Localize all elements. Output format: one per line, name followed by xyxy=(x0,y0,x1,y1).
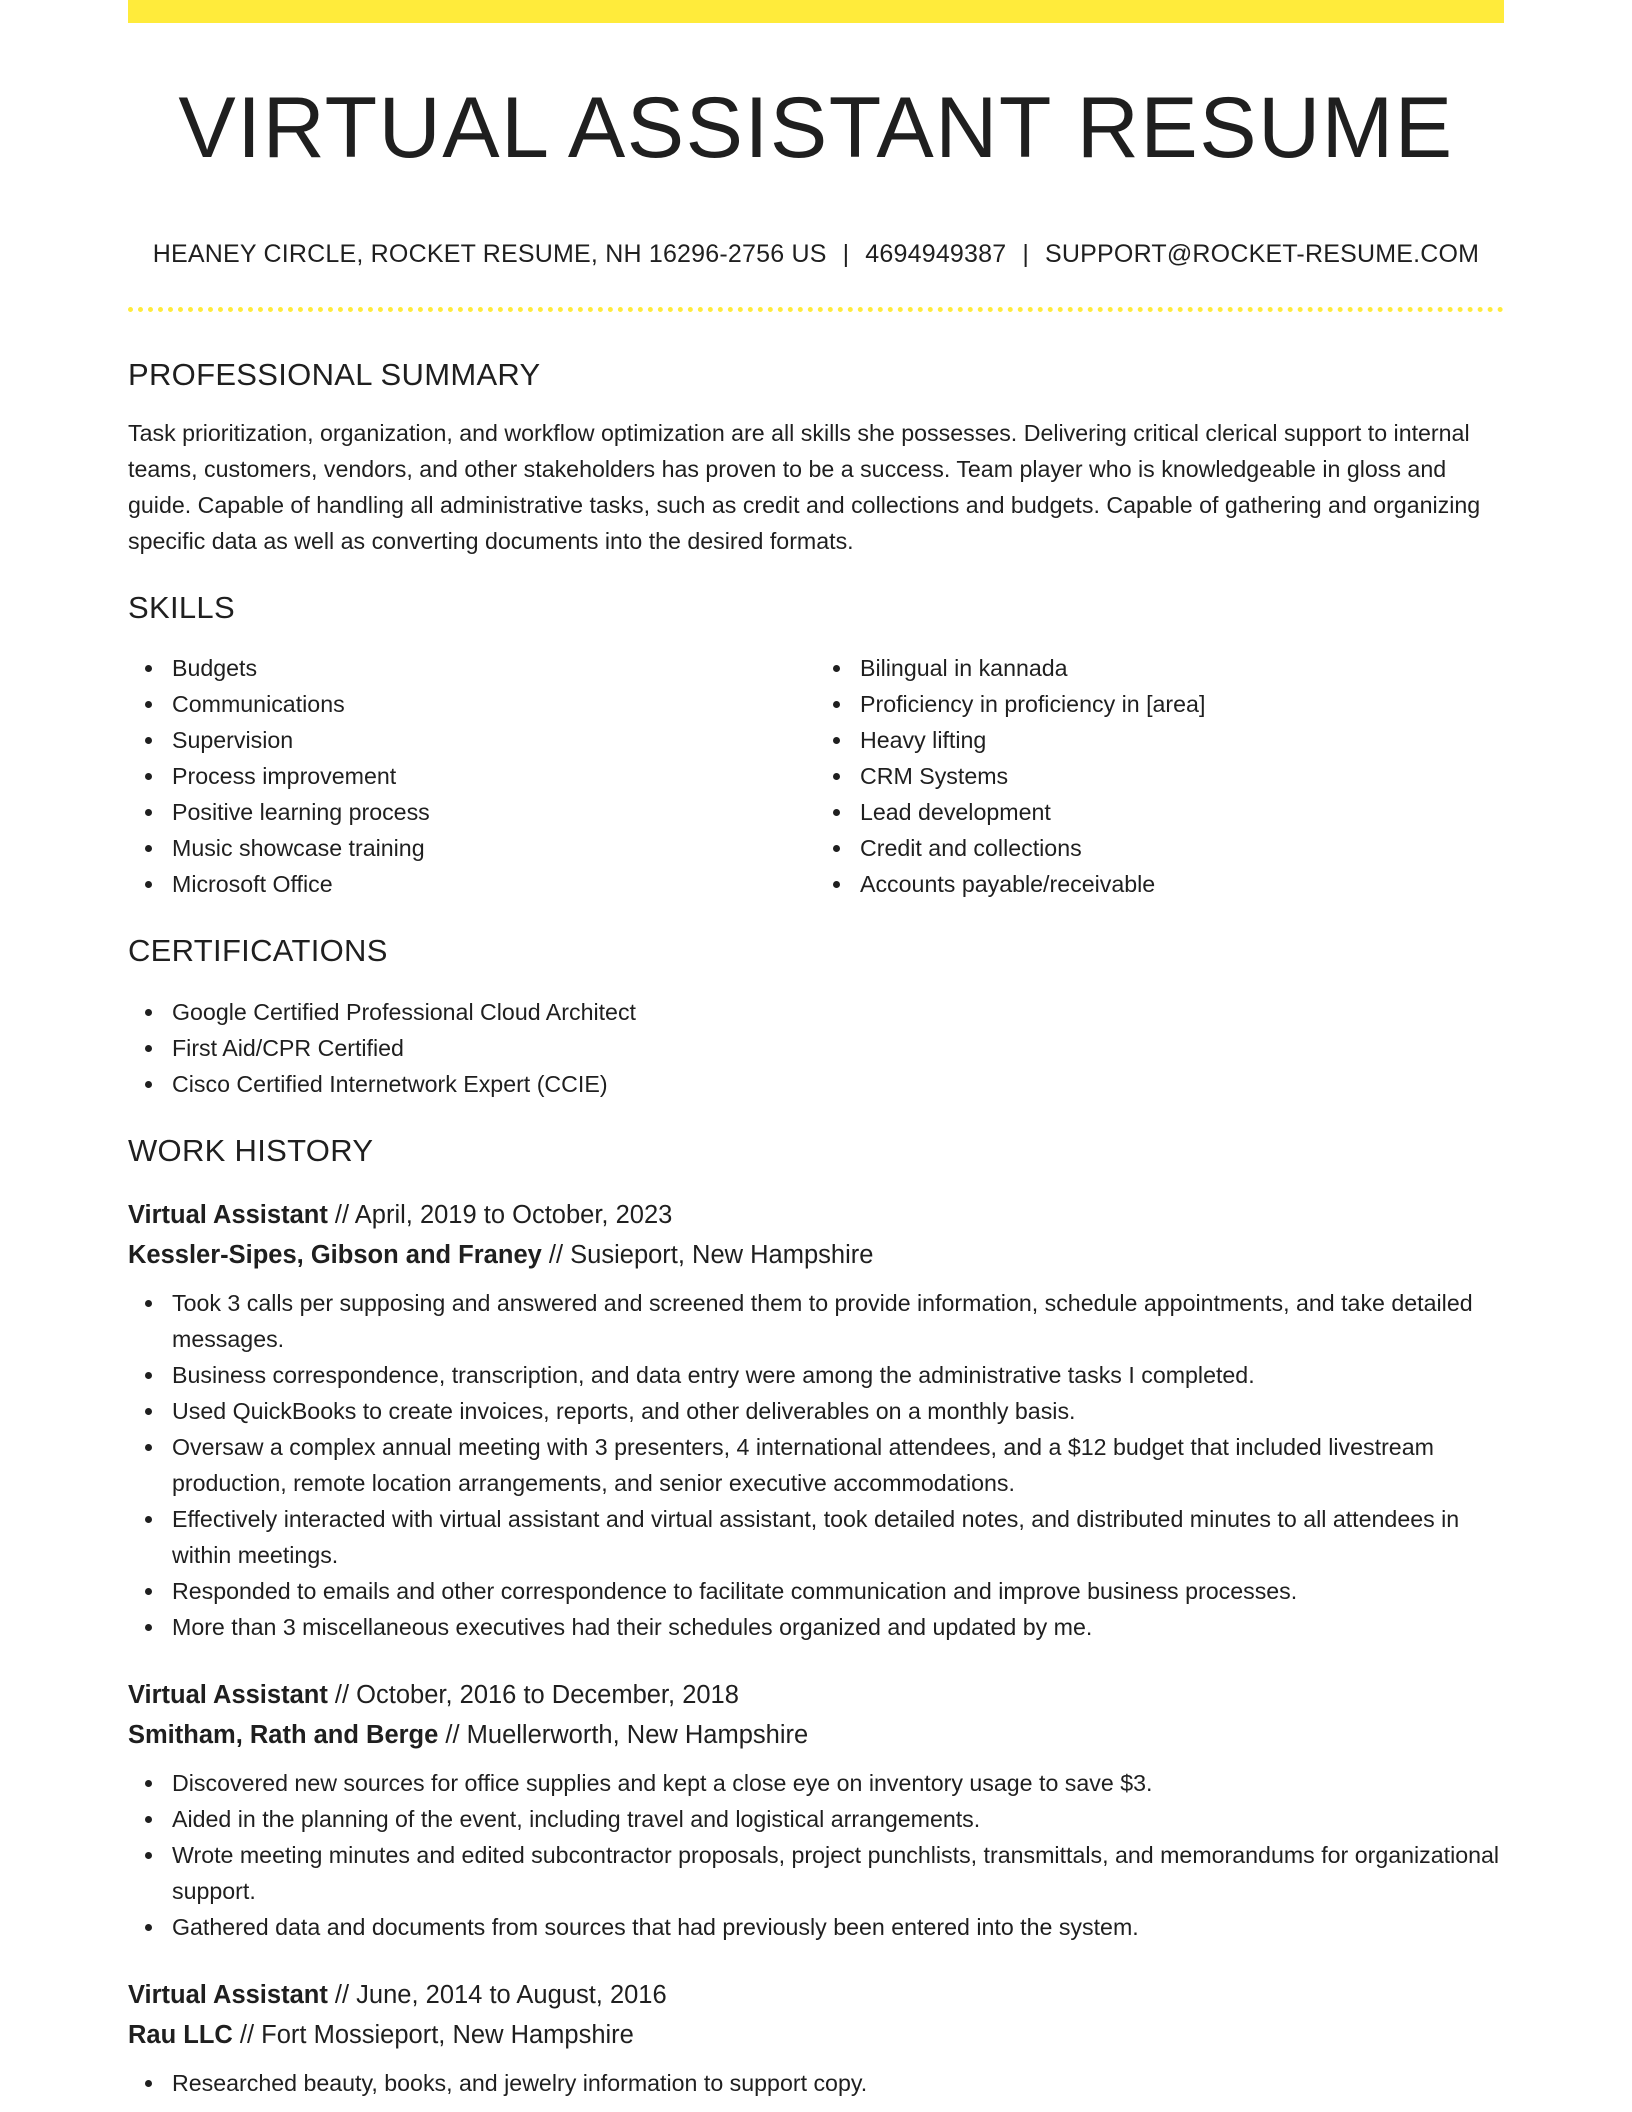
job-dates: // April, 2019 to October, 2023 xyxy=(327,1200,673,1229)
skills-heading: SKILLS xyxy=(128,590,235,626)
skills-column-left xyxy=(128,650,816,902)
skill-item: Lead development xyxy=(816,794,1504,830)
job-dates: // June, 2014 to August, 2016 xyxy=(327,1980,667,2009)
skill-item: Positive learning process xyxy=(128,794,816,830)
job-duty-item: Oversaw a complex annual meeting with 3 presenters, 4 international attendees, and a $12 budget that included livestream production, remote location arrangements, and senior executive accommodations. xyxy=(128,1429,1504,1501)
job-duty-item: Took 3 calls per supposing and answered and screened them to provide information, schedule appointments, and take detailed messages. xyxy=(128,1285,1504,1357)
job-role-line xyxy=(128,1675,1504,1715)
job-duty-item: Business correspondence, transcription, and data entry were among the administrative tasks I completed. xyxy=(128,1357,1504,1393)
contact-separator: | xyxy=(842,240,850,268)
skill-item: Bilingual in kannada xyxy=(816,650,1504,686)
skill-item: Music showcase training xyxy=(128,830,816,866)
job-duty-item: Responded to emails and other correspondence to facilitate communication and improve business processes. xyxy=(128,1573,1504,1609)
contact-separator: | xyxy=(1022,240,1030,268)
job-duty-item: Used QuickBooks to create invoices, reports, and other deliverables on a monthly basis. xyxy=(128,1393,1504,1429)
skill-item: Heavy lifting xyxy=(816,722,1504,758)
job-duty-item: Effectively interacted with virtual assistant and virtual assistant, took detailed notes, and distributed minutes to all attendees in within meetings. xyxy=(128,1501,1504,1573)
job-duty-item: Discovered new sources for office supplies and kept a close eye on inventory usage to save $3. xyxy=(128,1765,1504,1801)
job-role-line xyxy=(128,1195,1504,1235)
skill-item: Credit and collections xyxy=(816,830,1504,866)
contact-address: HEANEY CIRCLE, ROCKET RESUME, NH 16296-2756 US xyxy=(152,240,827,268)
job-company: Smitham, Rath and Berge xyxy=(128,1720,439,1749)
resume-page xyxy=(128,0,1504,2101)
job-company-line xyxy=(128,2015,1504,2055)
dotted-divider xyxy=(128,307,1504,312)
skill-item: Supervision xyxy=(128,722,816,758)
skill-item: Process improvement xyxy=(128,758,816,794)
job-dates: // October, 2016 to December, 2018 xyxy=(327,1680,739,1709)
contact-line xyxy=(128,239,1504,269)
job-role: Virtual Assistant xyxy=(128,1680,328,1709)
skills-column-right xyxy=(816,650,1504,902)
job-location: // Muellerworth, New Hampshire xyxy=(438,1720,809,1749)
summary-heading: PROFESSIONAL SUMMARY xyxy=(128,357,541,392)
job-company: Kessler-Sipes, Gibson and Franey xyxy=(128,1240,542,1269)
summary-text: Task prioritization, organization, and workflow optimization are all skills she possesses. Delivering critical clerical support to internal teams, customers, vendors, and other stakeholders has proven to be a success. Team player who is knowledgeable in gloss and guide. Capable of handling all administrative tasks, such as credit and collections and budgets. Capable of gathering and organizing specific data as well as converting documents into the desired formats. xyxy=(128,420,1481,555)
skill-item: CRM Systems xyxy=(816,758,1504,794)
certifications-list xyxy=(128,994,1504,1102)
job-location: // Susieport, New Hampshire xyxy=(541,1240,874,1269)
job-company-line xyxy=(128,1235,1504,1275)
job-role-line xyxy=(128,1975,1504,2015)
skill-item: Communications xyxy=(128,686,816,722)
job-company-line xyxy=(128,1715,1504,1755)
job-duty-item: Researched beauty, books, and jewelry information to support copy. xyxy=(128,2065,1504,2101)
certification-item: First Aid/CPR Certified xyxy=(128,1030,1504,1066)
skills-list xyxy=(128,650,1504,902)
skill-item: Budgets xyxy=(128,650,816,686)
work-history-heading: WORK HISTORY xyxy=(128,1132,374,1168)
job-role: Virtual Assistant xyxy=(128,1980,328,2009)
job-role: Virtual Assistant xyxy=(128,1200,328,1229)
certification-item: Cisco Certified Internetwork Expert (CCIE) xyxy=(128,1066,1504,1102)
contact-email: SUPPORT@ROCKET-RESUME.COM xyxy=(1045,240,1480,268)
accent-top-bar xyxy=(128,0,1504,23)
skill-item: Proficiency in proficiency in [area] xyxy=(816,686,1504,722)
job-duties-list xyxy=(128,1285,1504,1645)
skill-item: Accounts payable/receivable xyxy=(816,866,1504,902)
job-duty-item: Gathered data and documents from sources that had previously been entered into the system. xyxy=(128,1909,1504,1945)
job-entry xyxy=(128,1195,1504,1645)
job-duties-list xyxy=(128,2065,1504,2101)
skill-item: Microsoft Office xyxy=(128,866,816,902)
job-duty-item: Aided in the planning of the event, including travel and logistical arrangements. xyxy=(128,1801,1504,1837)
job-location: // Fort Mossieport, New Hampshire xyxy=(232,2020,634,2049)
job-duties-list xyxy=(128,1765,1504,1945)
work-history-list xyxy=(128,1195,1504,2101)
job-duty-item: Wrote meeting minutes and edited subcontractor proposals, project punchlists, transmittals, and memorandums for organizational support. xyxy=(128,1837,1504,1909)
contact-phone: 4694949387 xyxy=(865,240,1007,268)
certification-item: Google Certified Professional Cloud Architect xyxy=(128,994,1504,1030)
job-entry xyxy=(128,1975,1504,2101)
job-company: Rau LLC xyxy=(128,2020,233,2049)
job-entry xyxy=(128,1675,1504,1945)
job-duty-item: More than 3 miscellaneous executives had their schedules organized and updated by me. xyxy=(128,1609,1504,1645)
resume-title: VIRTUAL ASSISTANT RESUME xyxy=(178,80,1454,176)
certifications-heading: CERTIFICATIONS xyxy=(128,933,388,969)
